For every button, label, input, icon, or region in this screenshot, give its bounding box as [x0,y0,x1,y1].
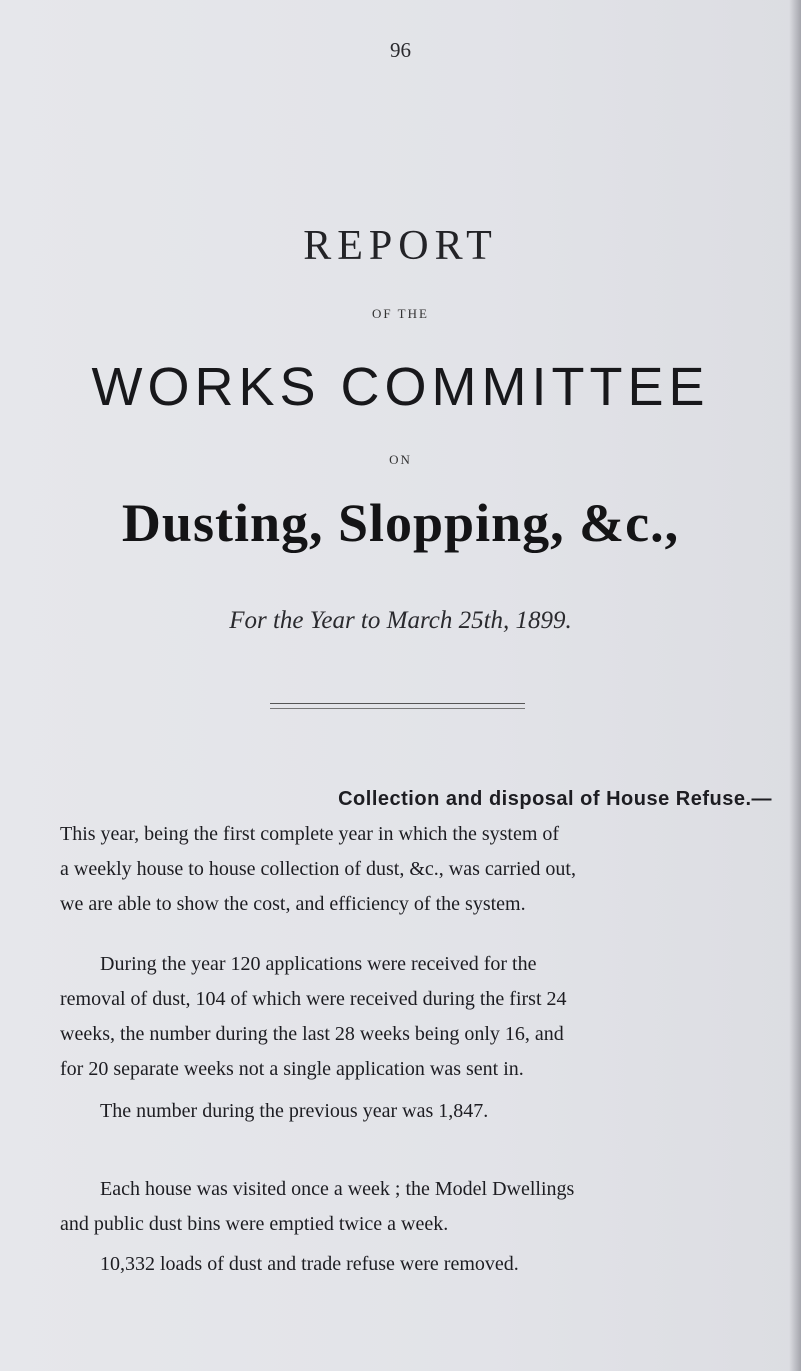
divider-rule-top [270,703,525,704]
paragraph-line: During the year 120 applications were received for the [100,953,537,975]
divider-rule-bottom [270,708,525,709]
committee-name: WORKS COMMITTEE [91,357,710,417]
paragraph-previous-year [60,1094,772,1129]
page-number: 96 [390,38,411,62]
paragraph-line: 10,332 loads of dust and trade refuse were removed. [100,1253,519,1275]
paragraph-applications [60,947,772,1087]
paragraph-line: The number during the previous year was 1,847. [100,1100,489,1122]
paragraph-line: for 20 separate weeks not a single application was sent in. [60,1058,524,1080]
paragraph-line: we are able to show the cost, and efficiency of the system. [60,893,526,915]
report-title: REPORT [303,223,498,269]
paragraph-line: weeks, the number during the last 28 weeks being only 16, and [60,1023,564,1045]
paragraph-line: a weekly house to house collection of dust, &c., was carried out, [60,858,576,880]
of-the-label: OF THE [372,306,429,321]
section-heading: Collection and disposal of House Refuse.— [338,788,772,810]
paragraph-visits [60,1172,772,1242]
paragraph-line: removal of dust, 104 of which were received during the first 24 [60,988,567,1010]
paragraph-line: and public dust bins were emptied twice a week. [60,1213,449,1235]
paragraph-line: This year, being the first complete year in which the system of [60,823,560,845]
paragraph-loads [60,1247,772,1282]
page-edge-shadow [789,0,801,1371]
on-label: ON [389,452,412,467]
report-subject: Dusting, Slopping, &c., [121,493,680,553]
paragraph-refuse-intro [60,782,772,922]
paragraph-line: Each house was visited once a week ; the Model Dwellings [100,1178,575,1200]
report-year-line: For the Year to March 25th, 1899. [229,607,572,634]
